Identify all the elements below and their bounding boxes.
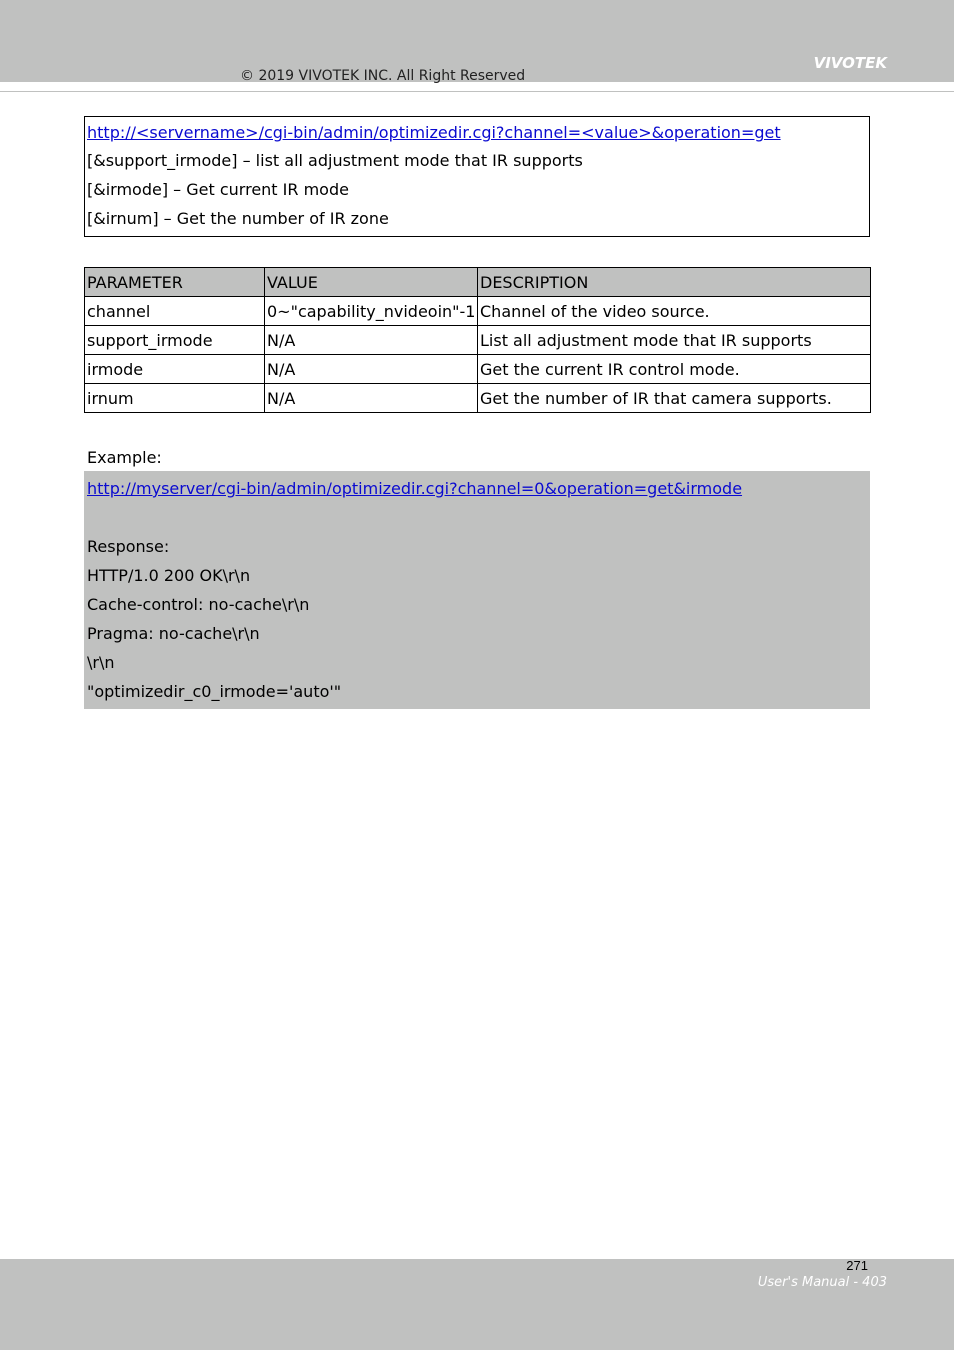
cell-value: N/A [265, 355, 478, 384]
cell-description: Channel of the video source. [478, 297, 871, 326]
blank-line [87, 503, 867, 532]
header-description: DESCRIPTION [478, 268, 871, 297]
syntax-url-link[interactable]: http://<servername>/cgi-bin/admin/optimizedir.cgi?channel=<value>&operation=get [87, 123, 781, 142]
syntax-option-line: [&irnum] – Get the number of IR zone [87, 209, 389, 228]
cell-description: Get the number of IR that camera supports. [478, 384, 871, 413]
page-number: 271 [846, 1258, 868, 1273]
example-url-link[interactable]: http://myserver/cgi-bin/admin/optimizedir.cgi?channel=0&operation=get&irmode [87, 479, 743, 498]
example-code-box [84, 471, 870, 709]
table-row [85, 326, 871, 355]
response-line: "optimizedir_c0_irmode='auto'" [87, 682, 342, 701]
syntax-option-line: [&irmode] – Get current IR mode [87, 180, 349, 199]
table-header-row [85, 268, 871, 297]
header-divider [0, 91, 954, 92]
response-line: Pragma: no-cache\r\n [87, 624, 260, 643]
document-body [84, 116, 870, 709]
syntax-box [84, 116, 870, 237]
response-label: Response: [87, 537, 170, 556]
page-footer-band [0, 1259, 954, 1350]
cell-parameter: support_irmode [85, 326, 265, 355]
cell-value: N/A [265, 326, 478, 355]
cell-parameter: irnum [85, 384, 265, 413]
header-parameter: PARAMETER [85, 268, 265, 297]
table-row [85, 384, 871, 413]
example-url-line [87, 474, 867, 503]
cell-value: N/A [265, 384, 478, 413]
response-line: HTTP/1.0 200 OK\r\n [87, 566, 251, 585]
response-line: \r\n [87, 653, 115, 672]
cell-description: Get the current IR control mode. [478, 355, 871, 384]
table-row [85, 355, 871, 384]
brand-logo-text: VIVOTEK [813, 54, 887, 72]
example-label: Example: [87, 448, 162, 467]
syntax-option-line: [&support_irmode] – list all adjustment mode that IR supports [87, 151, 583, 170]
manual-page-label: User's Manual - 403 [757, 1275, 887, 1290]
cell-parameter: irmode [85, 355, 265, 384]
header-value: VALUE [265, 268, 478, 297]
cell-description: List all adjustment mode that IR supports [478, 326, 871, 355]
syntax-url-line [87, 119, 867, 146]
table-row [85, 297, 871, 326]
cell-parameter: channel [85, 297, 265, 326]
response-line: Cache-control: no-cache\r\n [87, 595, 310, 614]
cell-value: 0~"capability_nvideoin"-1 [265, 297, 478, 326]
parameter-table [84, 267, 871, 413]
copyright-notice: © 2019 VIVOTEK INC. All Right Reserved [240, 68, 526, 84]
